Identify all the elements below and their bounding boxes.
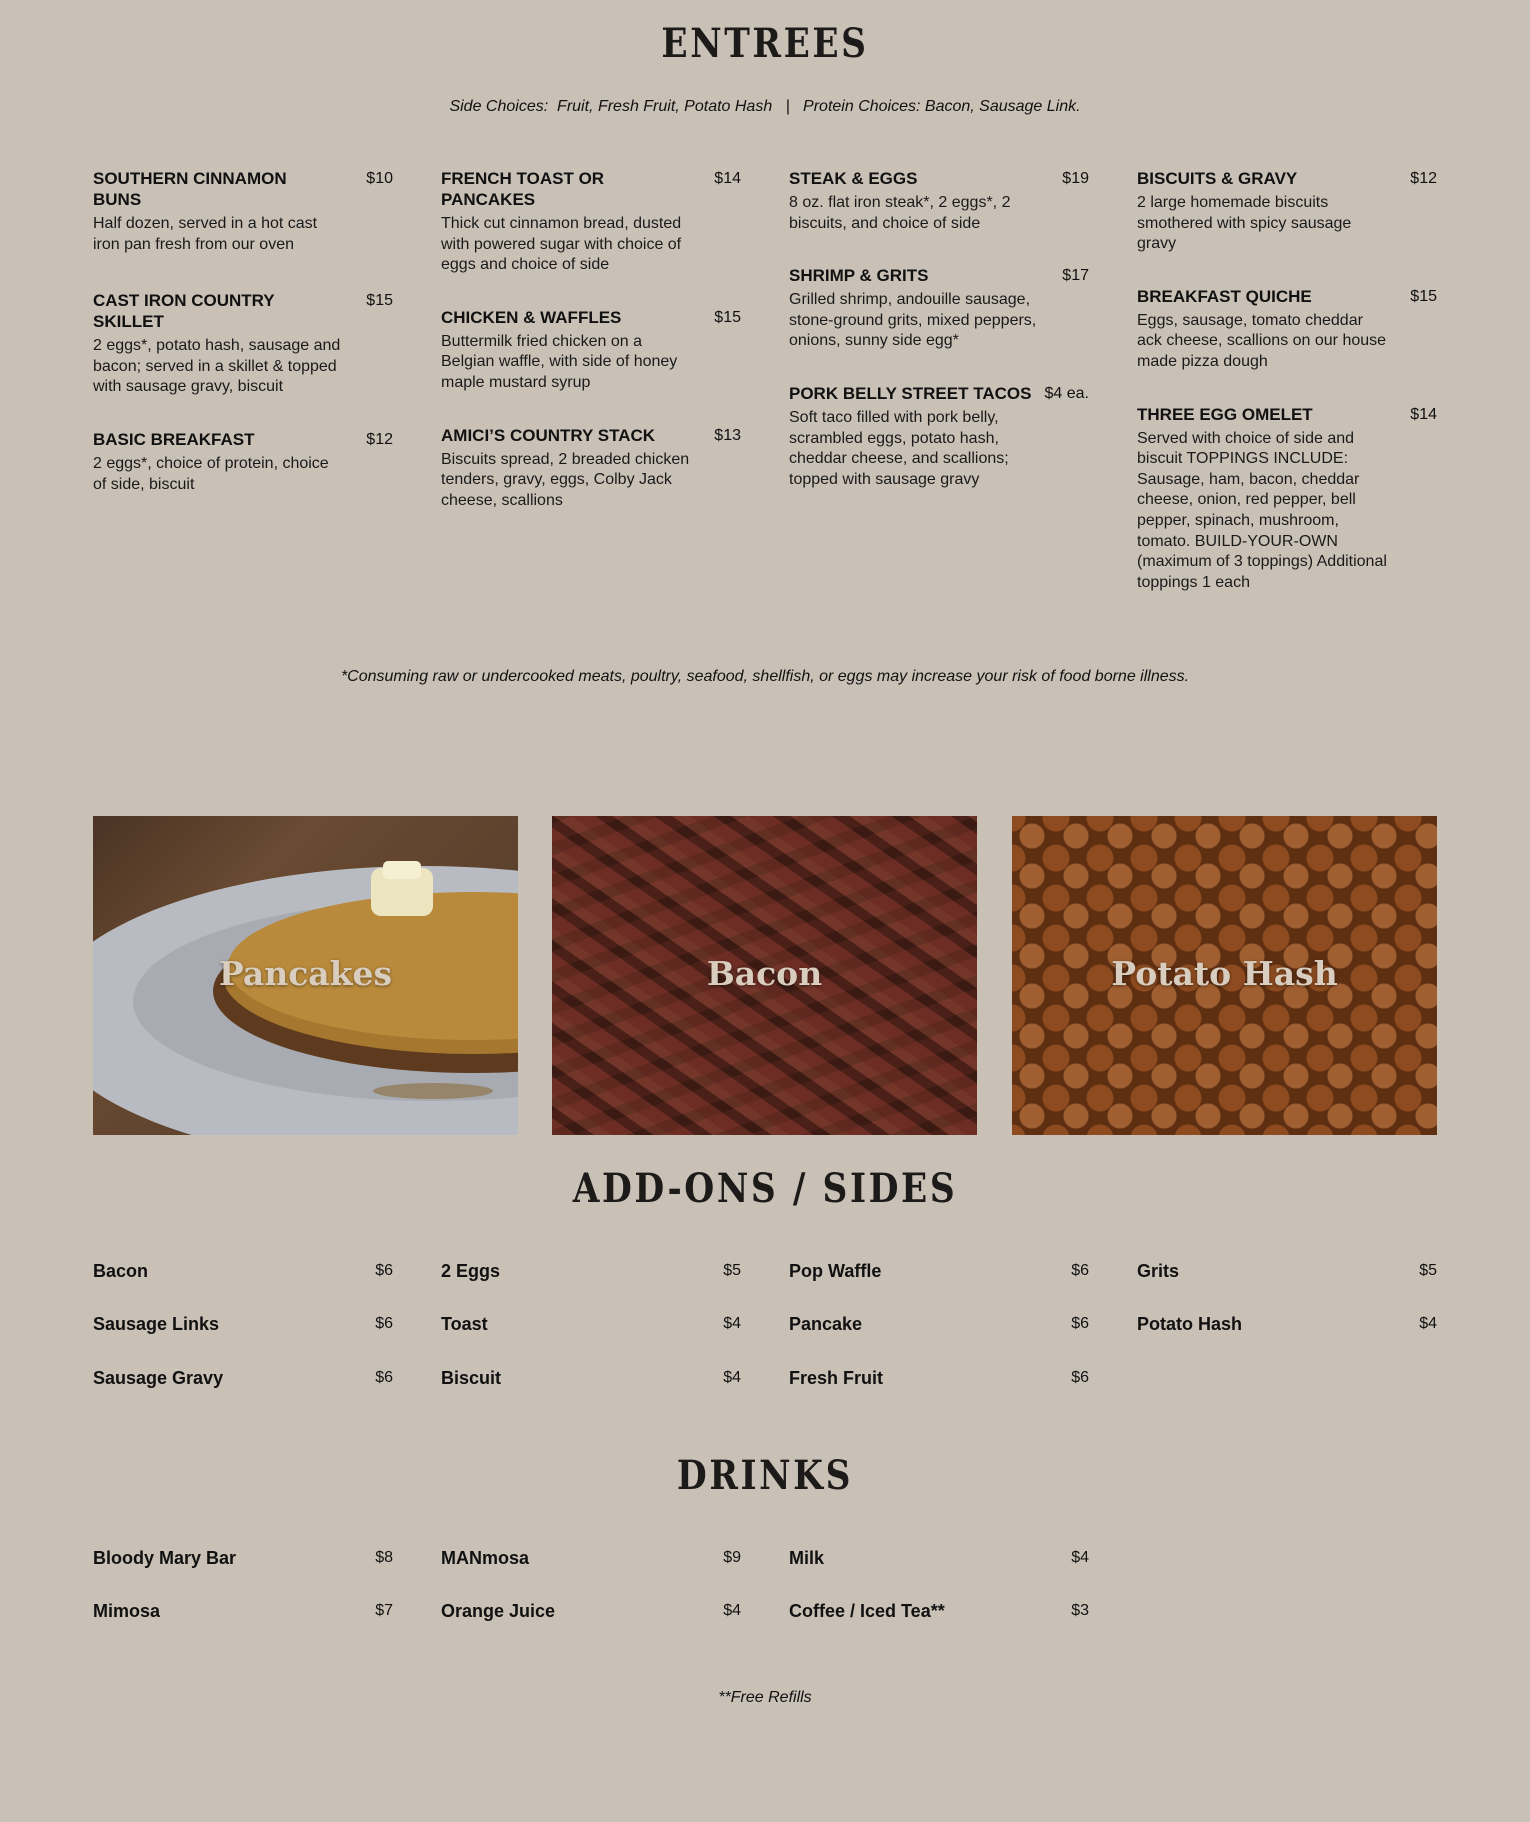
potato-hash-photo	[1012, 816, 1437, 1135]
entree-desc: 2 eggs*, potato hash, sausage and bacon; served in a skillet & topped with sausage gravy, biscuit	[93, 337, 341, 396]
entree-column-3	[789, 168, 1089, 518]
entree-item	[1137, 286, 1437, 373]
drink-name: MANmosa	[441, 1548, 530, 1568]
entree-name: SOUTHERN CINNAMON BUNS	[93, 169, 287, 209]
drink-item	[789, 1600, 1089, 1622]
entree-price: $12	[1410, 170, 1437, 187]
addon-item	[789, 1260, 1089, 1282]
entree-desc: 8 oz. flat iron steak*, 2 eggs*, 2 biscuits, and choice of side	[789, 194, 1011, 232]
addon-price: $6	[1071, 1262, 1089, 1279]
entree-price: $17	[1062, 267, 1089, 285]
drink-name: Coffee / Iced Tea**	[789, 1601, 945, 1621]
entree-name: PORK BELLY STREET TACOS	[789, 383, 1032, 403]
drink-price: $8	[375, 1549, 393, 1566]
addon-name: Grits	[1137, 1261, 1180, 1281]
entree-name: BREAKFAST QUICHE	[1137, 286, 1312, 306]
addon-item	[789, 1367, 1089, 1389]
entree-name: AMICI’S COUNTRY STACK	[441, 425, 656, 445]
drink-price: $4	[1071, 1549, 1089, 1566]
addon-item	[1137, 1260, 1437, 1282]
addon-name: Biscuit	[441, 1368, 502, 1388]
addon-price: $6	[375, 1369, 393, 1386]
drink-price: $4	[723, 1602, 741, 1619]
photo-caption: Pancakes	[218, 954, 393, 993]
entree-price: $15	[1410, 287, 1437, 305]
addons-title: ADD-ONS / SIDES	[572, 1165, 958, 1212]
entree-desc: 2 eggs*, choice of protein, choice of side, biscuit	[93, 454, 329, 493]
addon-price: $6	[1071, 1369, 1089, 1386]
entree-column-2	[441, 168, 741, 539]
free-refills-note: **Free Refills	[718, 1689, 812, 1706]
photo-caption: Potato Hash	[1111, 954, 1338, 993]
bacon-photo	[552, 816, 977, 1135]
entree-item	[1137, 168, 1437, 255]
addon-name: Pancake	[789, 1314, 863, 1334]
addon-price: $6	[1071, 1315, 1089, 1332]
drink-item	[789, 1547, 1089, 1569]
drink-price: $7	[375, 1602, 393, 1619]
drink-item	[441, 1547, 741, 1569]
drinks-title: DRINKS	[676, 1452, 854, 1499]
entree-name: SHRIMP & GRITS	[789, 266, 929, 286]
entree-desc: Thick cut cinnamon bread, dusted with powered sugar with choice of eggs and choice of side	[441, 215, 682, 274]
addon-item	[1137, 1313, 1437, 1335]
entree-item	[789, 265, 1089, 352]
addon-price: $5	[723, 1262, 741, 1279]
entree-price: $12	[366, 430, 393, 448]
entree-desc: Eggs, sausage, tomato cheddar ack cheese, scallions on our house made pizza dough	[1137, 311, 1387, 370]
addon-name: Sausage Gravy	[93, 1368, 224, 1388]
entree-desc: Grilled shrimp, andouille sausage, stone-ground grits, mixed peppers, onions, sunny side egg*	[789, 291, 1037, 350]
drink-item	[93, 1547, 393, 1569]
addon-price: $4	[723, 1315, 741, 1332]
entree-price: $10	[366, 170, 393, 187]
entree-price: $14	[1410, 405, 1437, 423]
entree-desc: Soft taco filled with pork belly, scrambled eggs, potato hash, cheddar cheese, and scallions; topped with sausage gravy	[789, 408, 1009, 488]
photo-caption: Bacon	[706, 954, 823, 993]
entree-desc: Biscuits spread, 2 breaded chicken tenders, gravy, eggs, Colby Jack cheese, scallions	[441, 450, 690, 509]
addon-item	[93, 1313, 393, 1335]
entree-price: $4 ea.	[1044, 384, 1089, 402]
addon-price: $6	[375, 1262, 393, 1279]
entree-name: BASIC BREAKFAST	[93, 429, 255, 449]
drink-name: Milk	[789, 1548, 825, 1568]
entree-price: $15	[714, 308, 741, 326]
entree-item	[1137, 404, 1437, 594]
addon-item	[441, 1367, 741, 1389]
drink-price: $3	[1071, 1602, 1089, 1619]
addon-price: $4	[1419, 1315, 1437, 1332]
entree-name: STEAK & EGGS	[789, 169, 918, 188]
entree-name: BISCUITS & GRAVY	[1137, 169, 1298, 188]
drink-name: Bloody Mary Bar	[93, 1548, 237, 1568]
entree-item	[441, 168, 741, 276]
entree-item	[441, 425, 741, 512]
addon-name: Bacon	[93, 1261, 149, 1281]
addon-item	[441, 1313, 741, 1335]
entree-item	[441, 307, 741, 394]
pancakes-photo	[93, 816, 518, 1135]
drink-item	[93, 1600, 393, 1622]
entree-name: FRENCH TOAST OR PANCAKES	[441, 169, 605, 209]
entree-name: CHICKEN & WAFFLES	[441, 307, 622, 327]
drink-name: Orange Juice	[441, 1601, 556, 1621]
entree-item	[93, 429, 393, 495]
entree-desc: Buttermilk fried chicken on a Belgian waffle, with side of honey maple mustard syrup	[441, 332, 678, 391]
drink-price: $9	[723, 1549, 741, 1566]
addon-name: Toast	[441, 1314, 488, 1334]
addon-name: Sausage Links	[93, 1314, 220, 1334]
food-safety-notice: *Consuming raw or undercooked meats, poultry, seafood, shellfish, or eggs may increase your risk of food borne illness.	[340, 668, 1190, 685]
entree-desc: Served with choice of side and biscuit TOPPINGS INCLUDE: Sausage, ham, bacon, cheddar cheese, onion, red pepper, bell pepper, spinach, mushroom, tomato. BUILD-YOUR-OWN (maximum of 3 toppings) Additional toppings 1 each	[1137, 429, 1387, 591]
entree-choices: Side Choices: Fruit, Fresh Fruit, Potato Hash | Protein Choices: Bacon, Sausage Link.	[449, 98, 1081, 115]
entree-item	[789, 383, 1089, 490]
entree-name: THREE EGG OMELET	[1137, 404, 1313, 424]
addon-name: 2 Eggs	[441, 1261, 501, 1281]
addon-item	[93, 1260, 393, 1282]
entree-item	[789, 168, 1089, 234]
entree-column-1	[93, 168, 393, 523]
addon-item	[441, 1260, 741, 1282]
drink-item	[441, 1600, 741, 1622]
addon-item	[789, 1313, 1089, 1335]
entrees-title: ENTREES	[661, 20, 869, 67]
addon-name: Pop Waffle	[789, 1261, 882, 1281]
addon-price: $5	[1419, 1262, 1437, 1279]
entree-item	[93, 290, 393, 398]
addon-name: Potato Hash	[1137, 1314, 1243, 1334]
entree-price: $19	[1062, 170, 1089, 187]
entree-column-4	[1137, 168, 1437, 621]
entree-price: $14	[714, 170, 741, 187]
entree-item	[93, 168, 393, 255]
entree-price: $13	[714, 426, 741, 444]
entree-desc: Half dozen, served in a hot cast iron pan fresh from our oven	[93, 215, 318, 253]
drink-name: Mimosa	[93, 1601, 161, 1621]
entree-name: CAST IRON COUNTRY SKILLET	[93, 291, 275, 332]
entree-price: $15	[366, 292, 393, 310]
entree-desc: 2 large homemade biscuits smothered with spicy sausage gravy	[1137, 194, 1352, 253]
addon-price: $4	[723, 1369, 741, 1386]
addon-item	[93, 1367, 393, 1389]
addon-name: Fresh Fruit	[789, 1368, 884, 1388]
addon-price: $6	[375, 1315, 393, 1332]
